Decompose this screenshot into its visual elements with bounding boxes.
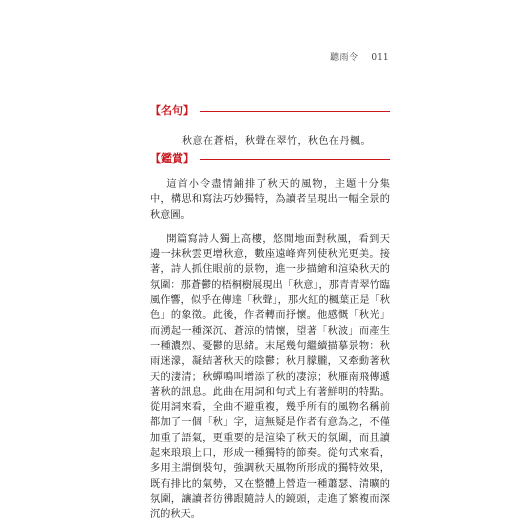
appreciation-body: [150, 177, 390, 532]
body-paragraph: 這首小令盡情鋪排了秋天的風物，主題十分集中，構思和寫法巧妙獨特，為讀者呈現出一幅全景的秋意圖。: [150, 179, 390, 221]
running-header: [330, 50, 389, 63]
section-divider: [200, 159, 390, 160]
page-number: 011: [371, 53, 389, 63]
famous-line-tag: 【名句】: [150, 104, 194, 117]
header-title: 聽雨令: [330, 53, 359, 63]
appreciation-heading: [150, 152, 390, 166]
body-paragraph: 開篇寫詩人獨上高樓，悠閒地面對秋風，看到天邊一抹秋雲更增秋意，數座遠峰齊列使秋光更美。接著，詩人抓住眼前的景物，進一步描繪和渲染秋天的氛圍：那蒼鬱的梧桐樹展現出「秋意」，那青青翠竹臨風作響，似乎在傳達「秋聲」，那火紅的楓葉正是「秋色」的象徵。此後，作者轉而抒懷。他感慨「秋光」而湧起一種深沉、蒼涼的情懷，望著「秋波」而產生一種濃烈、憂鬱的思緒。末尾幾句繼續描摹景物：秋雨迷濛，凝結著秋天的陰鬱；秋月朦朧，又牽動著秋天的淒清；秋蟬鳴叫增添了秋的凄涼；秋雁南飛傳遞著秋的訊息。此曲在用詞和句式上有著鮮明的特點。從用詞來看，全曲不避重複，幾乎所有的風物名稱前都加了一個「秋」字，這無疑是作者有意為之，不僅加重了語氣，更重要的是渲染了秋天的氛圍，而且讀起來琅琅上口，形成一種獨特的節奏。從句式來看，多用主謂倒裝句，強調秋天風物所形成的獨特效果，既有排比的氣勢，又在整體上營造一種蕭瑟、清曠的氛圍，讓讀者彷彿跟隨詩人的鏡頭，走進了繁複而深沉的秋天。: [150, 233, 390, 521]
appreciation-tag: 【鑑賞】: [150, 152, 194, 165]
famous-line-heading: [150, 104, 390, 118]
section-divider: [200, 111, 390, 112]
famous-line-quote: 秋意在蒼梧，秋聲在翠竹，秋色在丹楓。: [182, 136, 371, 147]
